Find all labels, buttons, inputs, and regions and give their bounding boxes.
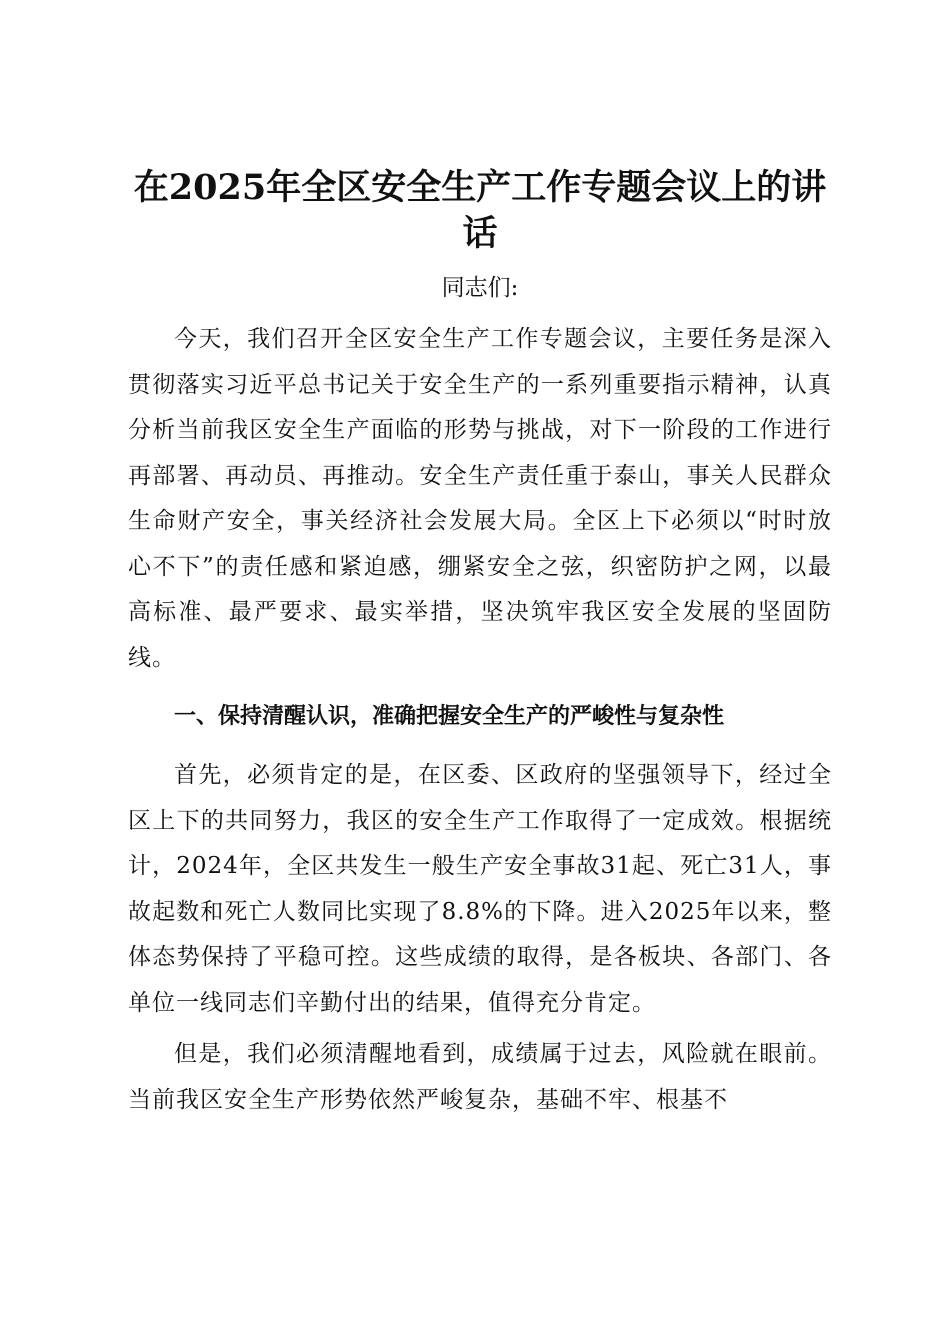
section-heading: 一、保持清醒认识，准确把握安全生产的严峻性与复杂性 xyxy=(174,704,725,729)
paragraph-intro: 今天，我们召开全区安全生产工作专题会议，主要任务是深入贯彻落实习近平总书记关于安全生产的一系列重要指示精神，认真分析当前我区安全生产面临的形势与挑战，对下一阶段的工作进行再部署、再动员、再推动。安全生产责任重于泰山，事关人民群众生命财产安全，事关经济社会发展大局。全区上下必须以“时时放心不下”的责任感和紧迫感，绷紧安全之弦，织密防护之网，以最高标准、最严要求、最实举措，坚决筑牢我区安全发展的坚固防线。 xyxy=(128,326,832,671)
salutation: 同志们: xyxy=(441,275,519,301)
paragraph-achievements: 首先，必须肯定的是，在区委、区政府的坚强领导下，经过全区上下的共同努力，我区的安全生产工作取得了一定成效。根据统计，2024年，全区共发生一般生产安全事故31起、死亡31人，事故起数和死亡人数同比实现了8.8%的下降。进入2025年以来，整体态势保持了平稳可控。这些成绩的取得，是各板块、各部门、各单位一线同志们辛勤付出的结果，值得充分肯定。 xyxy=(128,762,832,1016)
paragraph-risks: 但是，我们必须清醒地看到，成绩属于过去，风险就在眼前。当前我区安全生产形势依然严峻复杂，基础不牢、根基不 xyxy=(128,1041,832,1113)
document-title: 在2025年全区安全生产工作专题会议上的讲话 xyxy=(133,167,827,254)
document-page xyxy=(128,165,832,1123)
